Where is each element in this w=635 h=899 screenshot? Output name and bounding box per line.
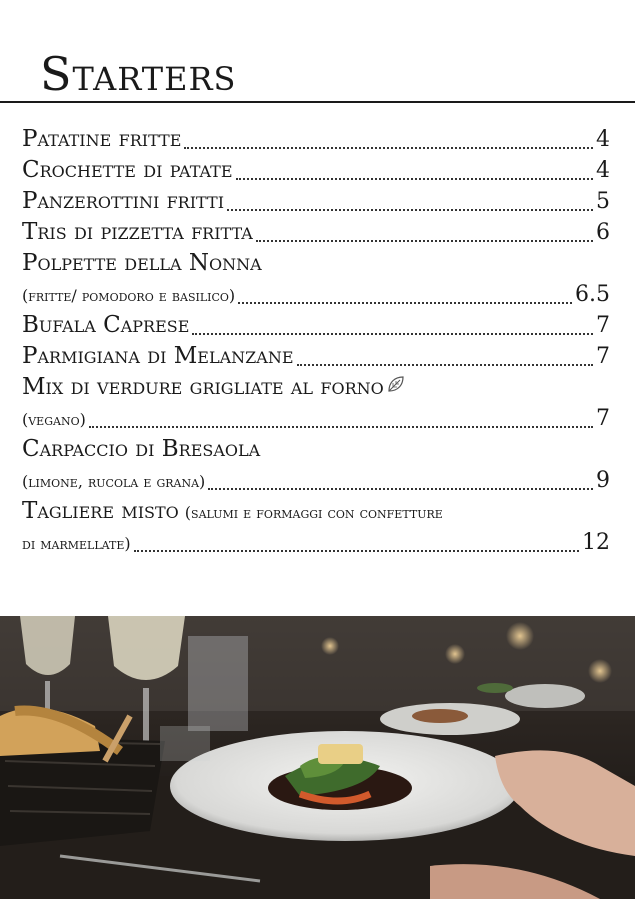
item-detail: (fritte/ pomodoro e basilico)	[22, 286, 236, 305]
menu-item	[22, 186, 610, 217]
leader-dots	[184, 147, 593, 149]
item-name: Bufala Caprese	[22, 312, 190, 338]
item-price: 5	[596, 189, 610, 214]
item-detail: (salumi e formaggi con confetture	[184, 503, 443, 522]
leader-dots	[256, 240, 593, 242]
item-name: Mix di verdure grigliate al forno	[22, 374, 384, 400]
item-name: Tris di pizzetta fritta	[22, 219, 253, 245]
item-name: Crochette di patate	[22, 157, 233, 183]
restaurant-photo	[0, 616, 635, 899]
leader-dots	[297, 364, 593, 366]
item-name: Polpette della Nonna	[22, 250, 262, 276]
item-price: 7	[596, 406, 610, 431]
restaurant-table-image	[0, 616, 635, 899]
item-price: 7	[596, 313, 610, 338]
item-detail: (vegano)	[22, 410, 86, 429]
leaf-icon	[386, 374, 406, 394]
item-price: 6	[596, 220, 610, 245]
leader-dots	[236, 178, 593, 180]
menu-item	[22, 155, 610, 186]
menu-item-detail-line	[22, 527, 610, 558]
item-detail: di marmellate)	[22, 534, 131, 553]
item-name: Carpaccio di Bresaola	[22, 436, 261, 462]
item-price: 4	[596, 127, 610, 152]
menu-item	[22, 341, 610, 372]
item-price: 12	[582, 530, 610, 555]
menu-item	[22, 434, 610, 465]
item-name: Parmigiana di Melanzane	[22, 343, 294, 369]
item-price: 9	[596, 468, 610, 493]
menu-item-detail-line	[22, 403, 610, 434]
leader-dots	[192, 333, 593, 335]
menu-item	[22, 124, 610, 155]
section-title: Starters	[40, 47, 237, 101]
menu-item	[22, 496, 610, 527]
leader-dots	[89, 426, 593, 428]
leader-dots	[134, 550, 579, 552]
leader-dots	[238, 302, 572, 304]
item-name: Patatine fritte	[22, 126, 182, 152]
menu-item	[22, 248, 610, 279]
leader-dots	[227, 209, 593, 211]
item-name: Tagliere misto	[22, 498, 179, 524]
menu-list	[22, 124, 610, 558]
item-price: 7	[596, 344, 610, 369]
menu-item	[22, 310, 610, 341]
item-price: 6.5	[575, 282, 610, 307]
menu-item-detail-line	[22, 465, 610, 496]
title-divider	[0, 101, 635, 103]
item-detail: (limone, rucola e grana)	[22, 472, 206, 491]
menu-item	[22, 217, 610, 248]
item-price: 4	[596, 158, 610, 183]
item-name: Panzerottini fritti	[22, 188, 225, 214]
menu-item-detail-line	[22, 279, 610, 310]
leader-dots	[208, 488, 593, 490]
menu-item	[22, 372, 610, 403]
